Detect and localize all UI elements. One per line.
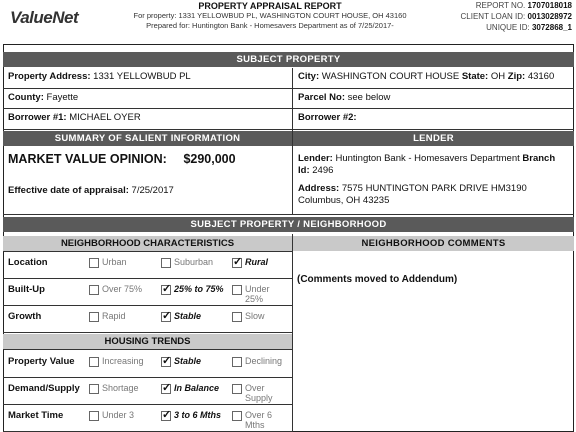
checkbox-unchecked[interactable]: [89, 411, 99, 421]
borrower1-cell: [3, 109, 293, 130]
option-label: Over 6 Mths: [245, 410, 273, 430]
option-label: Over Supply: [245, 383, 273, 403]
option-under-3[interactable]: [89, 410, 134, 421]
state-value: OH: [490, 71, 506, 82]
county-cell: [3, 89, 293, 109]
parcel-value: see below: [347, 92, 391, 103]
checkbox-checked[interactable]: [161, 285, 171, 295]
borrower1-value: MICHAEL OYER: [69, 112, 141, 123]
option-label: Under 3: [102, 410, 135, 420]
client-loan-line: [461, 11, 573, 22]
option-3-to-6-mths[interactable]: [161, 410, 221, 421]
prepared-for-line: Prepared for: Huntington Bank - Homesavers Department as of 7/25/2017-: [146, 21, 394, 30]
checkbox-checked[interactable]: [161, 384, 171, 394]
effective-date-line: [8, 185, 287, 197]
city-value: WASHINGTON COURT HOUSE: [321, 71, 460, 82]
checkbox-unchecked[interactable]: [89, 285, 99, 295]
option-in-balance[interactable]: [161, 383, 219, 394]
city-label: City:: [298, 71, 320, 82]
option-label: Over 75%: [102, 284, 143, 294]
option-increasing[interactable]: [89, 356, 144, 367]
option-label: Rural: [245, 257, 269, 267]
row-label: Location: [8, 257, 48, 268]
effective-date-label: Effective date of appraisal:: [8, 185, 129, 196]
summary-bar: SUMMARY OF SALIENT INFORMATION: [3, 131, 292, 146]
lender-value: Huntington Bank - Homesavers Department: [335, 153, 520, 164]
option-over-75[interactable]: [89, 284, 142, 295]
row-label: Built-Up: [8, 284, 45, 295]
parcel-label: Parcel No:: [298, 92, 345, 103]
borrower2-label: Borrower #2:: [298, 112, 357, 123]
row-built-up: [3, 279, 292, 306]
option-over-6-mths[interactable]: [232, 410, 290, 430]
market-value-amount: $290,000: [183, 152, 236, 166]
neighborhood-comments-bar: NEIGHBORHOOD COMMENTS: [293, 236, 574, 251]
report-title-block: [120, 0, 420, 31]
city-state-zip-cell: [293, 68, 574, 89]
checkbox-unchecked[interactable]: [232, 384, 242, 394]
checkbox-checked[interactable]: [161, 357, 171, 367]
row-label: Market Time: [8, 410, 64, 421]
report-no-value: 1707018018: [527, 1, 572, 10]
checkbox-checked[interactable]: [232, 258, 242, 268]
neighborhood-divider: [292, 234, 293, 432]
row-market-time: [3, 405, 292, 432]
checkbox-unchecked[interactable]: [161, 258, 171, 268]
lender-line: [298, 153, 569, 177]
option-under-25[interactable]: [232, 284, 290, 304]
option-rural[interactable]: [232, 257, 290, 268]
property-address-value: 1331 YELLOWBUD PL: [93, 71, 191, 82]
for-property-line: For property: 1331 YELLOWBUD PL, WASHINGTON COURT HOUSE, OH 43160: [133, 11, 407, 20]
checkbox-checked[interactable]: [161, 411, 171, 421]
checkbox-unchecked[interactable]: [89, 384, 99, 394]
branch-value: 2496: [312, 165, 334, 176]
report-no-label: REPORT NO.: [475, 1, 526, 10]
option-slow[interactable]: [232, 311, 290, 322]
effective-date-value: 7/25/2017: [131, 185, 174, 196]
checkbox-unchecked[interactable]: [232, 285, 242, 295]
housing-trends-bar: HOUSING TRENDS: [3, 334, 292, 350]
option-declining[interactable]: [232, 356, 290, 367]
county-value: Fayette: [46, 92, 79, 103]
subject-property-bar: SUBJECT PROPERTY: [3, 52, 574, 67]
state-label: State:: [461, 71, 489, 82]
unique-id-label: UNIQUE ID:: [486, 23, 530, 32]
lender-cell: [293, 147, 574, 215]
lender-address-label: Address:: [298, 183, 340, 194]
option-over-supply[interactable]: [232, 383, 290, 403]
county-label: County:: [8, 92, 44, 103]
checkbox-checked[interactable]: [161, 312, 171, 322]
row-location: [3, 252, 292, 279]
summary-cell: [3, 147, 292, 215]
market-value-line: [8, 153, 287, 167]
option-label: Stable: [174, 311, 202, 321]
row-demand-supply: [3, 378, 292, 405]
neighborhood-characteristics-bar: NEIGHBORHOOD CHARACTERISTICS: [3, 236, 292, 252]
zip-label: Zip:: [507, 71, 526, 82]
report-ids: [461, 0, 573, 33]
lender-address-line: [298, 183, 569, 207]
checkbox-unchecked[interactable]: [89, 258, 99, 268]
neighborhood-bar: SUBJECT PROPERTY / NEIGHBORHOOD: [3, 217, 574, 232]
option-label: Stable: [174, 356, 202, 366]
checkbox-unchecked[interactable]: [89, 312, 99, 322]
borrower2-cell: [293, 109, 574, 130]
report-header: [0, 0, 576, 44]
row-label: Property Value: [8, 356, 75, 367]
zip-value: 43160: [527, 71, 555, 82]
checkbox-unchecked[interactable]: [232, 411, 242, 421]
option-label: Rapid: [102, 311, 126, 321]
option-shortage[interactable]: [89, 383, 139, 394]
option-label: In Balance: [174, 383, 220, 393]
lender-address-value: 7575 HUNTINGTON PARK DRIVE HM3190 Columbus, OH 43235: [298, 183, 527, 206]
option-label: Under 25%: [245, 284, 270, 304]
lender-bar: LENDER: [293, 131, 574, 146]
unique-id-value: 3072868_1: [531, 23, 572, 32]
option-label: 3 to 6 Mths: [174, 410, 222, 420]
option-label: Shortage: [102, 383, 139, 393]
neighborhood-comments-text: (Comments moved to Addendum): [297, 274, 458, 285]
option-label: 25% to 75%: [174, 284, 224, 294]
row-label: Growth: [8, 311, 42, 322]
borrower1-label: Borrower #1:: [8, 112, 67, 123]
valuenet-logo: ValueNet: [10, 8, 79, 27]
market-value-label: MARKET VALUE OPINION:: [8, 152, 167, 166]
row-growth: [3, 306, 292, 333]
checkbox-unchecked[interactable]: [89, 357, 99, 367]
parcel-cell: [293, 89, 574, 109]
option-25-to-75[interactable]: [161, 284, 224, 295]
property-address-cell: [3, 68, 293, 89]
report-title: PROPERTY APPRAISAL REPORT: [198, 1, 342, 11]
option-label: Suburban: [174, 257, 214, 267]
option-stable[interactable]: [161, 311, 201, 322]
option-suburban[interactable]: [161, 257, 213, 268]
option-label: Declining: [245, 356, 283, 366]
property-address-label: Property Address:: [8, 71, 91, 82]
report-no-line: [461, 0, 573, 11]
lender-label: Lender:: [298, 153, 333, 164]
row-label: Demand/Supply: [8, 383, 80, 394]
row-property-value: [3, 351, 292, 378]
option-rapid[interactable]: [89, 311, 126, 322]
checkbox-unchecked[interactable]: [232, 357, 242, 367]
option-label: Urban: [102, 257, 127, 267]
option-urban[interactable]: [89, 257, 127, 268]
option-label: Slow: [245, 311, 265, 321]
option-label: Increasing: [102, 356, 144, 366]
branch-label: Branch Id:: [298, 153, 556, 176]
option-stable[interactable]: [161, 356, 201, 367]
unique-id-line: [461, 22, 573, 33]
client-loan-label: CLIENT LOAN ID:: [460, 12, 526, 21]
checkbox-unchecked[interactable]: [232, 312, 242, 322]
client-loan-value: 0013028972: [527, 12, 572, 21]
